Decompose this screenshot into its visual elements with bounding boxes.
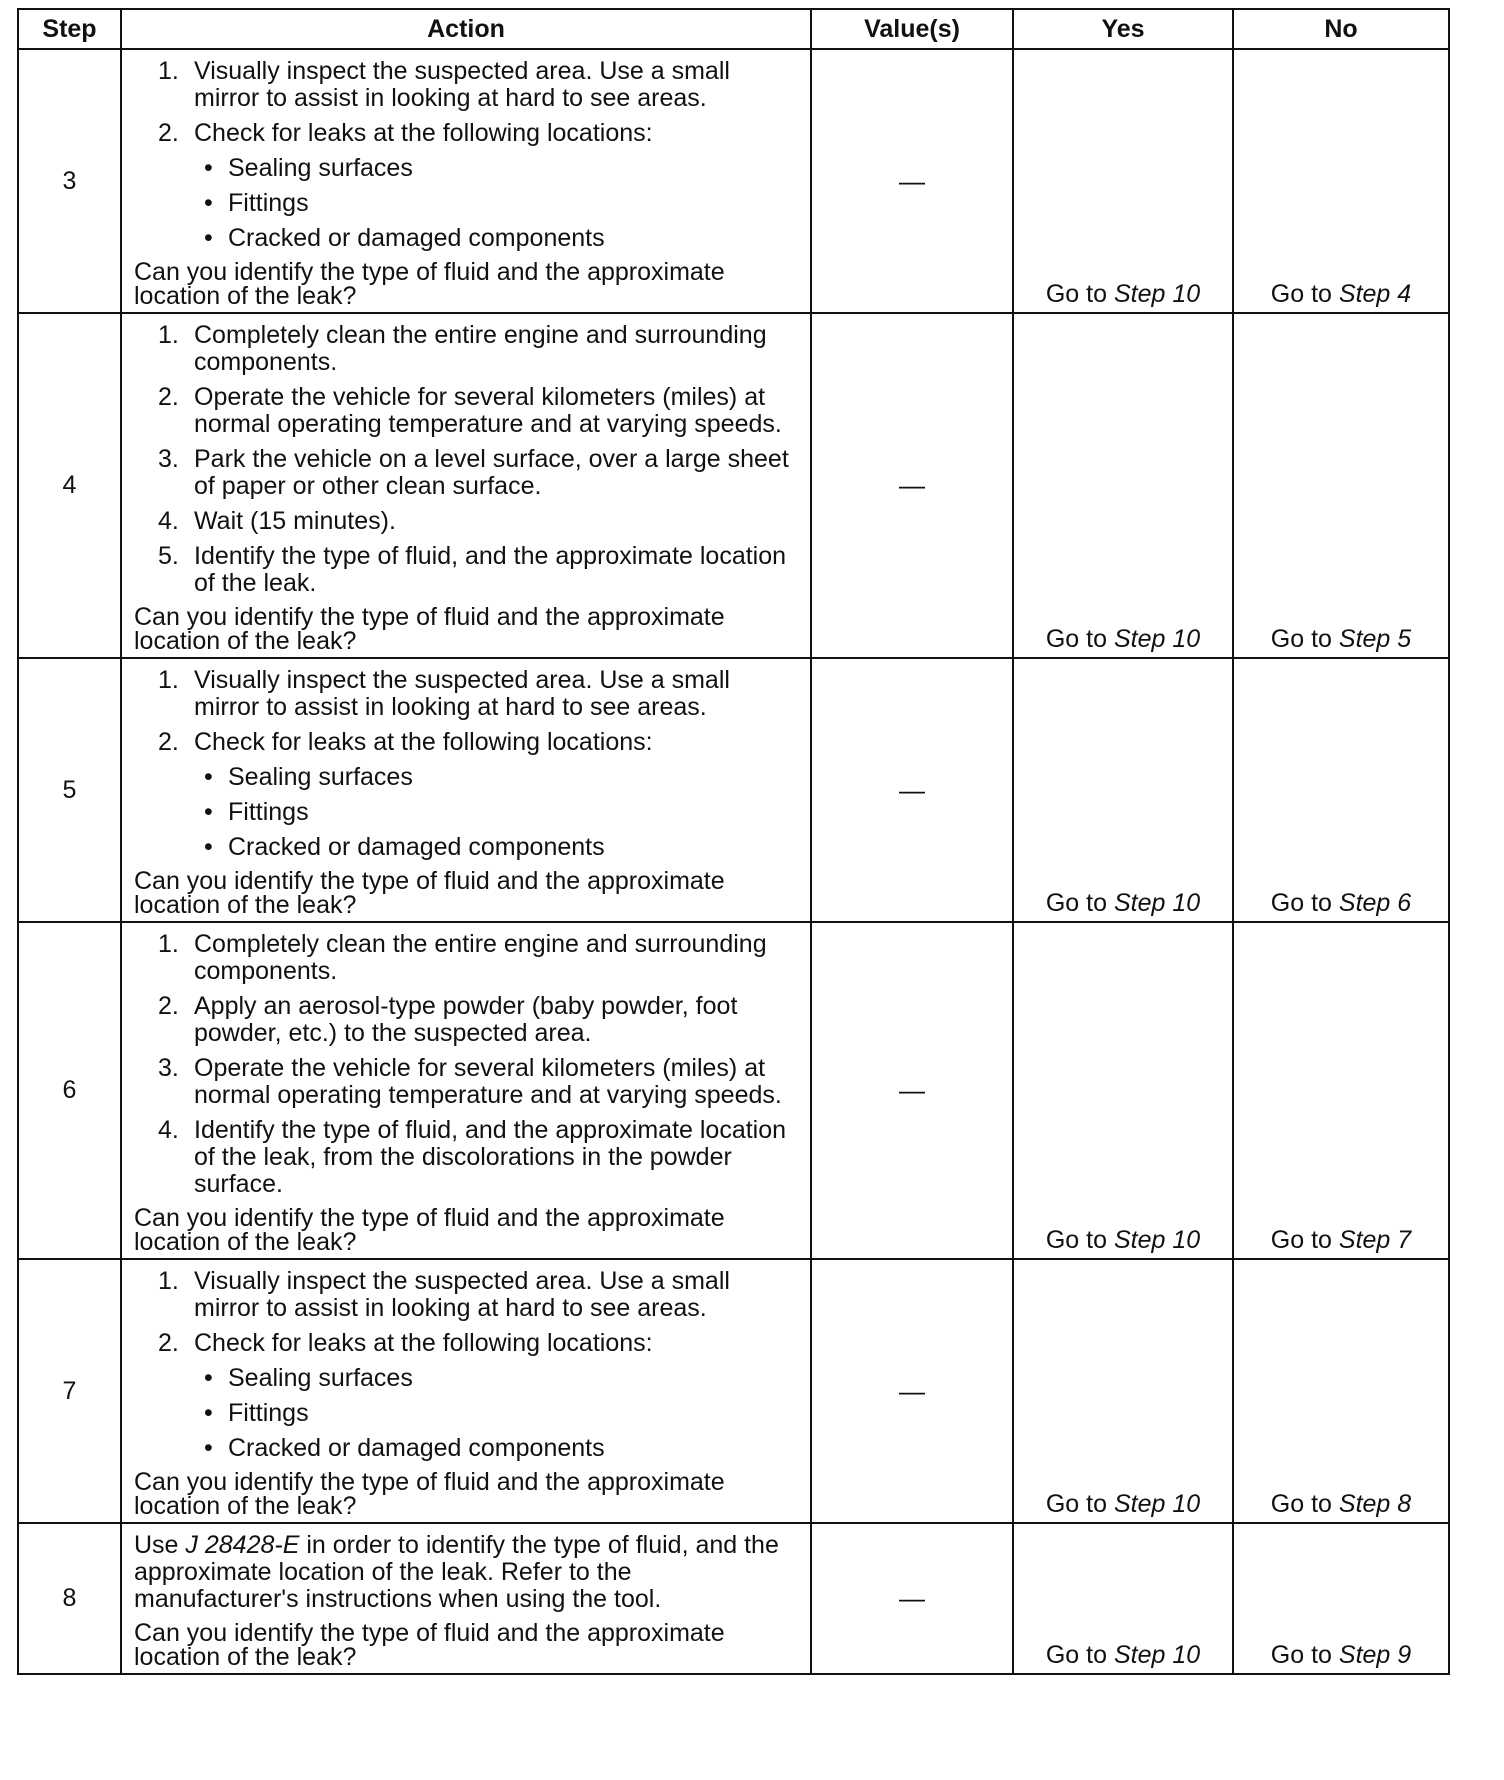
action-item: 1. Visually inspect the suspected area. Use a small mirror to assist in looking at hard to see areas.	[158, 666, 730, 721]
header-step: Step	[18, 9, 121, 49]
no-cell: Go to Step 4	[1233, 49, 1449, 313]
table-row-step-6	[18, 922, 1449, 1259]
bullet-icon: •	[204, 224, 213, 252]
location-item: • Fittings	[204, 798, 309, 826]
action-item: 4. Identify the type of fluid, and the approximate location of the leak, from the discolorations in the powder surface.	[158, 1116, 787, 1198]
value-cell: —	[811, 313, 1013, 658]
table-row-step-7	[18, 1259, 1449, 1523]
value-cell: —	[811, 49, 1013, 313]
action-item: 2. Operate the vehicle for several kilometers (miles) at normal operating temperature and at varying speeds.	[158, 383, 782, 438]
location-list	[194, 764, 800, 861]
value-cell: —	[811, 922, 1013, 1259]
no-target: Step 5	[1338, 625, 1412, 653]
location-item: • Fittings	[204, 1399, 309, 1427]
location-list	[194, 155, 800, 252]
yes-target: Step 10	[1113, 889, 1201, 917]
bullet-icon: •	[204, 833, 213, 861]
action-item: 1. Visually inspect the suspected area. Use a small mirror to assist in looking at hard to see areas.	[158, 57, 730, 112]
diagnostic-table	[17, 8, 1450, 1675]
action-cell	[121, 922, 811, 1259]
bullet-icon: •	[204, 798, 213, 826]
action-item: 2. Check for leaks at the following locations: • Sealing surfaces • Fittings • Cracked or damaged components	[134, 729, 800, 861]
action-list	[134, 322, 800, 597]
no-target: Step 7	[1338, 1226, 1412, 1254]
tool-reference: J 28428-E	[185, 1531, 300, 1559]
table-row-step-5	[18, 658, 1449, 922]
action-item: 3. Park the vehicle on a level surface, over a large sheet of paper or other clean surface.	[158, 445, 789, 500]
action-item: 1. Visually inspect the suspected area. Use a small mirror to assist in looking at hard to see areas.	[158, 1267, 730, 1322]
action-cell	[121, 658, 811, 922]
yes-target: Step 10	[1113, 280, 1201, 308]
question-text: Can you identify the type of fluid and the approximate location of the leak?	[134, 258, 725, 310]
no-target: Step 6	[1338, 889, 1412, 917]
yes-cell: Go to Step 10	[1013, 922, 1233, 1259]
action-list	[134, 667, 800, 861]
action-item: 2. Check for leaks at the following locations: • Sealing surfaces • Fittings • Cracked or damaged components	[134, 1330, 800, 1462]
step-number: 5	[18, 658, 121, 922]
action-item: 1. Completely clean the entire engine and surrounding components.	[158, 321, 767, 376]
location-list	[194, 1365, 800, 1462]
action-cell	[121, 313, 811, 658]
table-row-step-4	[18, 313, 1449, 658]
yes-target: Step 10	[1113, 1226, 1201, 1254]
tool-instruction: Use J 28428-E in order to identify the type of fluid, and the approximate location of the leak. Refer to the manufacturer's instructions when using the tool.	[134, 1531, 779, 1613]
yes-target: Step 10	[1113, 1490, 1201, 1518]
header-no: No	[1233, 9, 1449, 49]
location-item: • Cracked or damaged components	[204, 224, 605, 252]
no-cell: Go to Step 8	[1233, 1259, 1449, 1523]
value-cell: —	[811, 1259, 1013, 1523]
yes-cell: Go to Step 10	[1013, 1523, 1233, 1674]
header-values: Value(s)	[811, 9, 1013, 49]
no-cell: Go to Step 5	[1233, 313, 1449, 658]
action-item: 5. Identify the type of fluid, and the approximate location of the leak.	[158, 542, 787, 597]
no-target: Step 8	[1338, 1490, 1412, 1518]
action-item: 1. Completely clean the entire engine and surrounding components.	[158, 930, 767, 985]
yes-cell: Go to Step 10	[1013, 1259, 1233, 1523]
yes-cell: Go to Step 10	[1013, 658, 1233, 922]
action-cell	[121, 1259, 811, 1523]
bullet-icon: •	[204, 763, 213, 791]
location-item: • Sealing surfaces	[204, 763, 413, 791]
header-action: Action	[121, 9, 811, 49]
step-number: 8	[18, 1523, 121, 1674]
yes-cell: Go to Step 10	[1013, 49, 1233, 313]
question-text: Can you identify the type of fluid and the approximate location of the leak?	[134, 867, 725, 919]
location-item: • Fittings	[204, 189, 309, 217]
location-item: • Sealing surfaces	[204, 1364, 413, 1392]
bullet-icon: •	[204, 189, 213, 217]
no-cell: Go to Step 6	[1233, 658, 1449, 922]
step-number: 3	[18, 49, 121, 313]
no-cell: Go to Step 9	[1233, 1523, 1449, 1674]
action-item: 4. Wait (15 minutes).	[158, 507, 396, 535]
step-number: 7	[18, 1259, 121, 1523]
question-text: Can you identify the type of fluid and the approximate location of the leak?	[134, 1619, 725, 1671]
bullet-icon: •	[204, 154, 213, 182]
header-yes: Yes	[1013, 9, 1233, 49]
action-item: 2. Check for leaks at the following locations: • Sealing surfaces • Fittings • Cracked or damaged components	[134, 120, 800, 252]
yes-target: Step 10	[1113, 1641, 1201, 1669]
value-cell: —	[811, 1523, 1013, 1674]
yes-target: Step 10	[1113, 625, 1201, 653]
no-target: Step 4	[1338, 280, 1412, 308]
step-number: 6	[18, 922, 121, 1259]
action-cell	[121, 1523, 811, 1674]
bullet-icon: •	[204, 1364, 213, 1392]
location-item: • Cracked or damaged components	[204, 833, 605, 861]
table-row-step-8	[18, 1523, 1449, 1674]
bullet-icon: •	[204, 1399, 213, 1427]
question-text: Can you identify the type of fluid and the approximate location of the leak?	[134, 1204, 725, 1256]
location-item: • Cracked or damaged components	[204, 1434, 605, 1462]
action-item: 3. Operate the vehicle for several kilometers (miles) at normal operating temperature and at varying speeds.	[158, 1054, 782, 1109]
action-list	[134, 58, 800, 252]
no-target: Step 9	[1338, 1641, 1412, 1669]
table-row-step-3	[18, 49, 1449, 313]
action-list	[134, 1268, 800, 1462]
action-item: 2. Apply an aerosol-type powder (baby powder, foot powder, etc.) to the suspected area.	[158, 992, 738, 1047]
question-text: Can you identify the type of fluid and the approximate location of the leak?	[134, 603, 725, 655]
value-cell: —	[811, 658, 1013, 922]
location-item: • Sealing surfaces	[204, 154, 413, 182]
bullet-icon: •	[204, 1434, 213, 1462]
action-list	[134, 931, 800, 1198]
yes-cell: Go to Step 10	[1013, 313, 1233, 658]
step-number: 4	[18, 313, 121, 658]
action-cell	[121, 49, 811, 313]
question-text: Can you identify the type of fluid and the approximate location of the leak?	[134, 1468, 725, 1520]
no-cell: Go to Step 7	[1233, 922, 1449, 1259]
header-row	[18, 9, 1449, 49]
